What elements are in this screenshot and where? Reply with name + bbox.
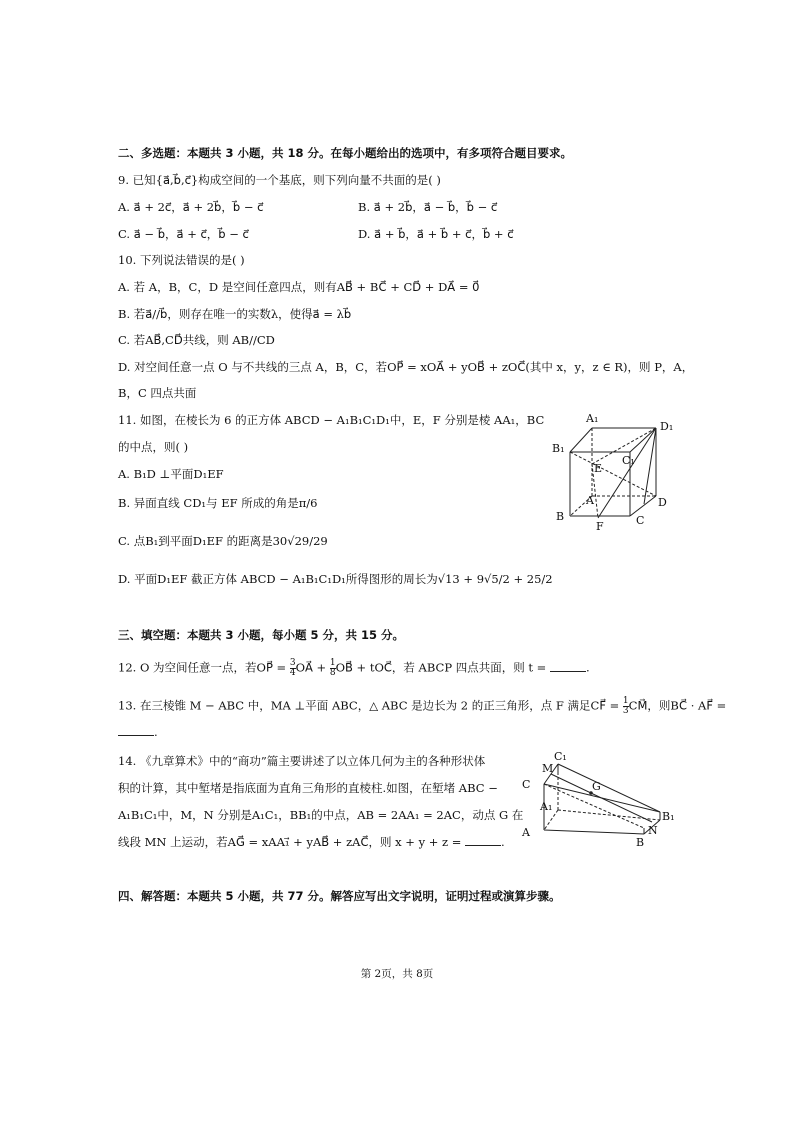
q14-line3: A₁B₁C₁中，M，N 分别是A₁C₁，BB₁的中点，AB = 2AA₁ = 2AC，动点 G 在: [118, 808, 524, 822]
q12-text-c: OB⃗ + tOC⃗，若 ABCP 四点共面，则 t =: [335, 660, 550, 675]
label-b: B: [636, 836, 645, 849]
q12-frac1-den: 4: [289, 668, 296, 678]
q9-stem: 9. 已知{a⃗,b⃗,c⃗}构成空间的一个基底，则下列向量不共面的是( ): [118, 173, 441, 187]
q14-line2: 积的计算，其中堑堵是指底面为直角三角形的直棱柱.如图，在堑堵 ABC −: [118, 781, 498, 795]
q14-line4: 线段 MN 上运动，若AG⃗ = xAA₁⃗ + yAB⃗ + zAC⃗，则 x + y + z = .: [118, 835, 505, 849]
label-d: D: [658, 496, 667, 509]
q12-text-b: OA⃗ +: [295, 660, 330, 675]
label-c1: C₁: [622, 454, 635, 467]
q10-option-a: A. 若 A，B，C，D 是空间任意四点，则有AB⃗ + BC⃗ + CD⃗ + DA⃗ = 0⃗: [118, 280, 480, 294]
label-f: F: [596, 520, 604, 533]
label-b: B: [556, 510, 565, 523]
q13-text-a: 13. 在三棱锥 M − ABC 中，MA ⊥平面 ABC，△ ABC 是边长为 2 的正三角形，点 F 满足CF⃗ =: [118, 698, 623, 713]
q11-option-b: B. 异面直线 CD₁与 EF 所成的角是π/6: [118, 496, 318, 510]
q11-cube-figure: [548, 408, 688, 536]
label-b1: B₁: [552, 442, 565, 455]
q13-answer-blank[interactable]: [118, 725, 154, 736]
label-a: A: [522, 826, 530, 839]
q12-text-a: 12. O 为空间任意一点，若OP⃗ =: [118, 660, 290, 675]
q10-option-d-line2: B，C 四点共面: [118, 386, 197, 400]
q11-option-d: D. 平面D₁EF 截正方体 ABCD − A₁B₁C₁D₁所得图形的周长为√13 + 9√5/2 + 25/2: [118, 572, 553, 586]
section-2-heading: 二、多选题：本题共 3 小题，共 18 分。在每小题给出的选项中，有多项符合题目要求。: [118, 146, 573, 160]
q10-stem: 10. 下列说法错误的是( ): [118, 253, 245, 267]
section-4-heading: 四、解答题：本题共 5 小题，共 77 分。解答应写出文字说明，证明过程或演算步骤。: [118, 889, 561, 903]
label-a1: A₁: [586, 412, 599, 425]
label-a: A: [586, 494, 594, 507]
q12-answer-blank[interactable]: [550, 661, 586, 672]
label-b1: B₁: [662, 810, 675, 823]
q9-option-c: C. a⃗ − b⃗，a⃗ + c⃗，b⃗ − c⃗: [118, 227, 249, 241]
q10-option-b: B. 若a⃗//b⃗，则存在唯一的实数λ，使得a⃗ = λb⃗: [118, 307, 352, 321]
label-n: N: [648, 824, 658, 837]
label-e: E: [594, 462, 603, 475]
q14-prism-figure: [518, 750, 682, 850]
q10-option-c: C. 若AB⃗,CD⃗共线，则 AB//CD: [118, 333, 275, 347]
q9-option-a: A. a⃗ + 2c⃗，a⃗ + 2b⃗，b⃗ − c⃗: [118, 200, 264, 214]
q13-answer-line: .: [118, 725, 158, 740]
label-c1: C₁: [554, 750, 567, 763]
label-c: C: [522, 778, 531, 791]
label-m: M: [542, 762, 554, 775]
q13-line: [118, 697, 726, 716]
q14-line1: 14. 《九章算术》中的“商功”篇主要讲述了以立体几何为主的各种形状体: [118, 754, 486, 768]
q11-stem-line2: 的中点，则( ): [118, 440, 189, 454]
label-d1: D₁: [660, 420, 674, 433]
q11-option-a: A. B₁D ⊥平面D₁EF: [118, 467, 224, 481]
q12-frac2-den: 8: [329, 668, 336, 678]
q10-option-d-line1: D. 对空间任意一点 O 与不共线的三点 A，B，C，若OP⃗ = xOA⃗ + yOB⃗ + zOC⃗(其中 x，y，z ∈ R)，则 P，A，: [118, 360, 694, 374]
q9-option-d: D. a⃗ + b⃗，a⃗ + b⃗ + c⃗，b⃗ + c⃗: [358, 227, 514, 241]
q11-option-c: C. 点B₁到平面D₁EF 的距离是30√29/29: [118, 534, 328, 548]
section-3-heading: 三、填空题：本题共 3 小题，每小题 5 分，共 15 分。: [118, 628, 405, 642]
q12-line: 12. O 为空间任意一点，若OP⃗ = $\frac{3}{4}$ OA⃗ + $\frac{1}{8}$ OB⃗ + tOC⃗，若 ABCP 四点共面，则 t = .: [118, 658, 590, 678]
label-c: C: [636, 514, 645, 527]
q12-frac1-num: 3: [289, 658, 296, 668]
q11-stem-line1: 11. 如图，在棱长为 6 的正方体 ABCD − A₁B₁C₁D₁中，E，F 分别是棱 AA₁，BC: [118, 413, 545, 427]
label-a1: A₁: [540, 800, 553, 813]
q14-answer-blank[interactable]: [465, 835, 501, 846]
q12-frac2-num: 1: [329, 658, 336, 668]
label-g: G: [592, 780, 601, 793]
q14-line4-text: 线段 MN 上运动，若AG⃗ = xAA₁⃗ + yAB⃗ + zAC⃗，则 x + y + z =: [118, 835, 466, 849]
q13-text-b: CM⃗，则BC⃗ · AF⃗ =: [628, 698, 727, 713]
q13-frac-num: 1: [622, 696, 629, 706]
q13-frac-den: 3: [622, 706, 629, 716]
q9-option-b: B. a⃗ + 2b⃗，a⃗ − b⃗，b⃗ − c⃗: [358, 200, 498, 214]
page-footer: 第 2页，共 8页: [360, 968, 434, 980]
